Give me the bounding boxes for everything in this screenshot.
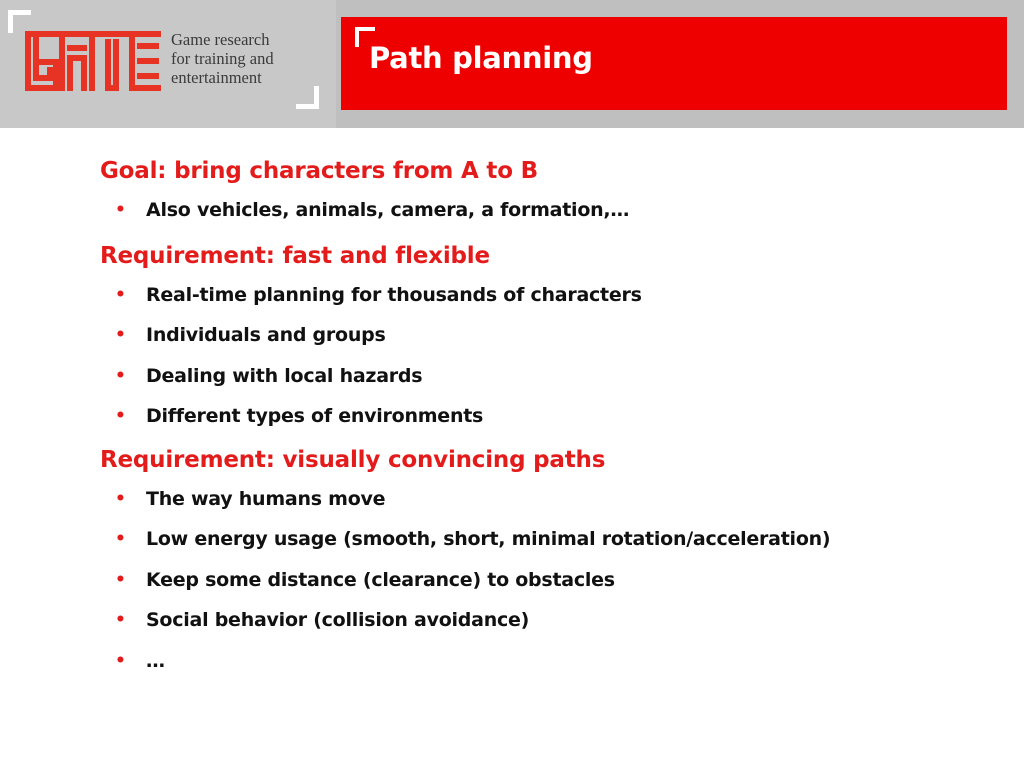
bullet-text: Also vehicles, animals, camera, a formation,… xyxy=(146,199,630,221)
bullet-item xyxy=(100,275,980,316)
bullet-icon: • xyxy=(115,365,126,386)
bullet-icon: • xyxy=(115,325,126,345)
bullet-list xyxy=(100,190,980,231)
slide-title: Path planning xyxy=(369,41,593,75)
gate-logo xyxy=(22,28,162,94)
bullet-icon: • xyxy=(115,406,126,426)
bullet-text: Individuals and groups xyxy=(146,324,386,346)
section-heading: Requirement: visually convincing paths xyxy=(100,446,606,473)
bullet-text: Low energy usage (smooth, short, minimal rotation/acceleration) xyxy=(146,528,831,550)
bullet-text: … xyxy=(146,649,165,672)
bullet-item xyxy=(100,600,980,641)
bullet-icon: • xyxy=(115,650,126,671)
bullet-icon: • xyxy=(115,529,126,549)
bullet-icon: • xyxy=(115,284,126,305)
bullet-icon: • xyxy=(115,200,126,220)
bullet-list xyxy=(100,479,980,682)
bullet-item xyxy=(100,396,980,437)
bullet-item xyxy=(100,479,980,520)
bullet-icon: • xyxy=(115,569,126,590)
bullet-text: Keep some distance (clearance) to obstacles xyxy=(146,568,615,591)
bullet-item xyxy=(100,315,980,356)
logo-tagline: Game research for training and entertainment xyxy=(171,30,274,87)
bullet-icon: • xyxy=(115,488,126,509)
corner-bracket-bottom-right xyxy=(296,86,319,109)
header-band xyxy=(0,0,1024,128)
bullet-text: The way humans move xyxy=(146,487,386,510)
bullet-item xyxy=(100,356,980,397)
logo-panel xyxy=(0,0,336,128)
bullet-text: Dealing with local hazards xyxy=(146,364,423,387)
bullet-list xyxy=(100,275,980,437)
slide-content xyxy=(100,152,980,681)
bullet-item xyxy=(100,519,980,560)
bullet-item xyxy=(100,641,980,682)
bullet-text: Real-time planning for thousands of characters xyxy=(146,283,642,306)
bullet-item xyxy=(100,190,980,231)
title-banner xyxy=(341,17,1007,110)
bullet-text: Different types of environments xyxy=(146,405,484,427)
section-heading: Goal: bring characters from A to B xyxy=(100,158,538,184)
section-heading: Requirement: fast and flexible xyxy=(100,242,490,269)
bullet-icon: • xyxy=(115,610,126,630)
bullet-item xyxy=(100,560,980,601)
bullet-text: Social behavior (collision avoidance) xyxy=(146,609,530,631)
